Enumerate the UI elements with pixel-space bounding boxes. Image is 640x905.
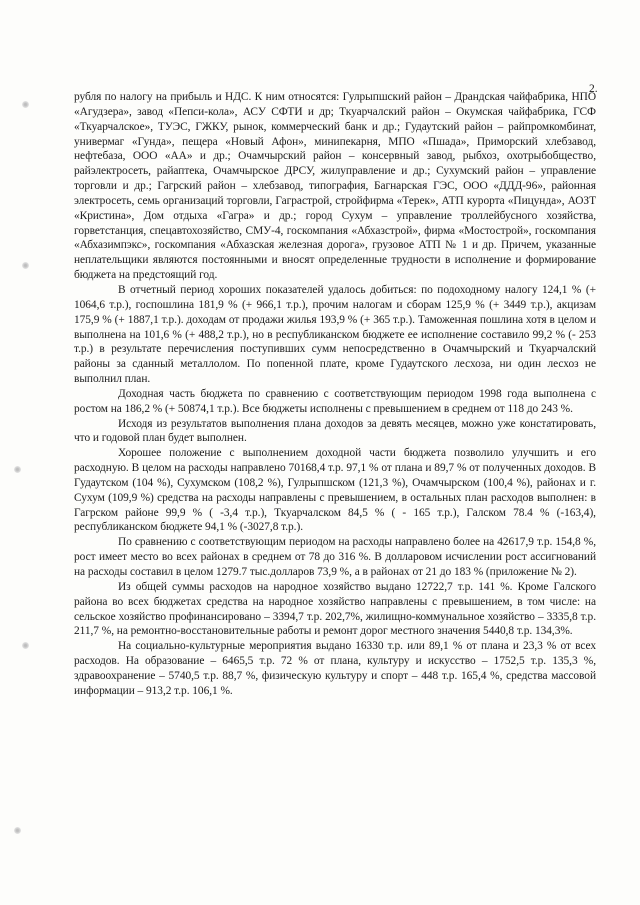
paragraph-national-economy: Из общей суммы расходов на народное хозяйство выдано 12722,7 т.р. 141 %. Кроме Галского района во всех бюджетах средства на народное хозяйство направлены с превышением, в том числе: на сельское хозяйство профинансировано – 3394,7 т.р. 202,7%, жилищно-коммунальное хозяйство – 3335,8 т.р. 211,7 %, на ремонтно-восстановительные работы и ремонт дорог местного значения 5440,8 т.р. 134,3%. <box>74 580 596 638</box>
hole-punch-mark <box>22 101 29 108</box>
paragraph-expenditures: Хорошее положение с выполнением доходной части бюджета позволило улучшить и его расходную. В целом на расходы направлено 70168,4 т.р. 97,1 % от плана и 89,7 % от полученных доходов. В Гудаутском (104 %), Сухумском (108,2 %), Гулрыпшском (121,3 %), Очамчырском (100,4 %), районах и г. Сухум (109,9 %) средства на расходы направлены с превышением, в остальных план расходов выполнен: в Гагрском районе 99,9 % ( -3,4 т.р.), Ткуарчалском 84,5 % ( - 165 т.р.), Галском 78.4 % (-163,4), республиканском бюджете 94,1 % (-3027,8 т.р.). <box>74 447 596 534</box>
paragraph-revenue-growth: Доходная часть бюджета по сравнению с соответствующим периодом 1998 года выполнена с ростом на 186,2 % (+ 50874,1 т.р.). Все бюджеты исполнены с превышением в среднем от 118 до 243 %. <box>74 387 596 415</box>
document-body <box>74 90 596 699</box>
paragraph-social-cultural: На социально-культурные мероприятия выдано 16330 т.р. или 89,1 % от плана и 23,3 % от всех расходов. На образование – 6465,5 т.р. 72 % от плана, культуру и искусство – 1752,5 т.р. 135,3 %, здравоохранение – 5740,5 т.р. 88,7 %, физическую культуру и спорт – 448 т.р. 165,4 %, средства массовой информации – 913,2 т.р. 106,1 %. <box>74 640 596 697</box>
hole-punch-mark <box>22 642 29 649</box>
page-number: 2. <box>589 83 598 95</box>
paragraph-annual-plan: Исходя из результатов выполнения плана доходов за девять месяцев, можно уже констатировать, что и годовой план будет выполнен. <box>74 417 596 445</box>
hole-punch-mark <box>14 466 21 473</box>
paragraph-tax-results: В отчетный период хороших показателей удалось добиться: по подоходному налогу 124,1 % (+ 1064,6 т.р.), госпошлина 181,9 % (+ 966,1 т.р.), прочим налогам и сборам 125,9 % (+ 3449 т.р.), акцизам 175,9 % (+ 1887,1 т.р.). доходам от продажи жилья 193,9 % (+ 365 т.р.). Таможенная пошлина хотя в целом и выполнена на 101,6 % (+ 488,2 т.р.), но в республиканском бюджете ее исполнение составило 99,2 % (- 253 т.р.) в результате перечисления поступивших сумм непосредственно в Очамчырский и Ткуарчалский районы за сданный металлолом. По попенной плате, кроме Гудаутского лесхоза, ни один лесхоз не выполнил план. <box>74 283 596 386</box>
paragraph-expenditure-comparison: По сравнению с соответствующим периодом на расходы направлено более на 42617,9 т.р. 154,8 %, рост имеет место во всех районах в среднем от 78 до 316 %. В долларовом исчислении рост ассигнований на расходы составил в целом 1279.7 тыс.долларов 73,9 %, а в районах от 21 до 183 % (приложение № 2). <box>74 536 596 578</box>
paragraph-nonpayers-list: рубля по налогу на прибыль и НДС. К ним относятся: Гулрыпшский район – Драндская чайфабрика, НПО «Агудзера», завод «Пепси-кола», АСУ СФТИ и др; Ткуарчалский район – Окумская чайфабрика, ГСФ «Ткуарчалское», ТУЭС, ГЖКУ, рынок, коммерческий банк и др.; Гудаутский район – райпромкомбинат, универмаг «Гунда», пещера «Новый Афон», минипекарня, МПО «Пшада», Приморский хлебзавод, нефтебаза, ООО «АА» и др.; Очамчырский район – консервный завод, рыбхоз, охотрыбобщество, райэлектросеть, райаптека, Очамчырское ДРСУ, жилуправление и др.; Сухумский район – управление торговли и др.; Гагрский район – хлебзавод, типография, Багнарская ГЭС, ООО «ДДД-96», районная электросеть, семь организаций торговли, Гаграстрой, стройфирма «Терек», АТП курорта «Пицунда», АОЗТ «Кристина», Дом отдыха «Гагра» и др.; город Сухум – управление троллейбусного хозяйства, горветстанция, спецавтохозяйство, СМУ-4, госкомпания «Абхазстрой», фирма «Мостострой», госкомпания «Абхазимпэкс», госкомпания «Абхазская железная дорога», грузовое АТП № 1 и др. Причем, указанные неплательщики являются постоянными и вносят определенные трудности в исполнение и формирование бюджета на предстоящий год. <box>74 91 596 282</box>
hole-punch-mark <box>14 827 21 834</box>
hole-punch-mark <box>22 262 29 269</box>
